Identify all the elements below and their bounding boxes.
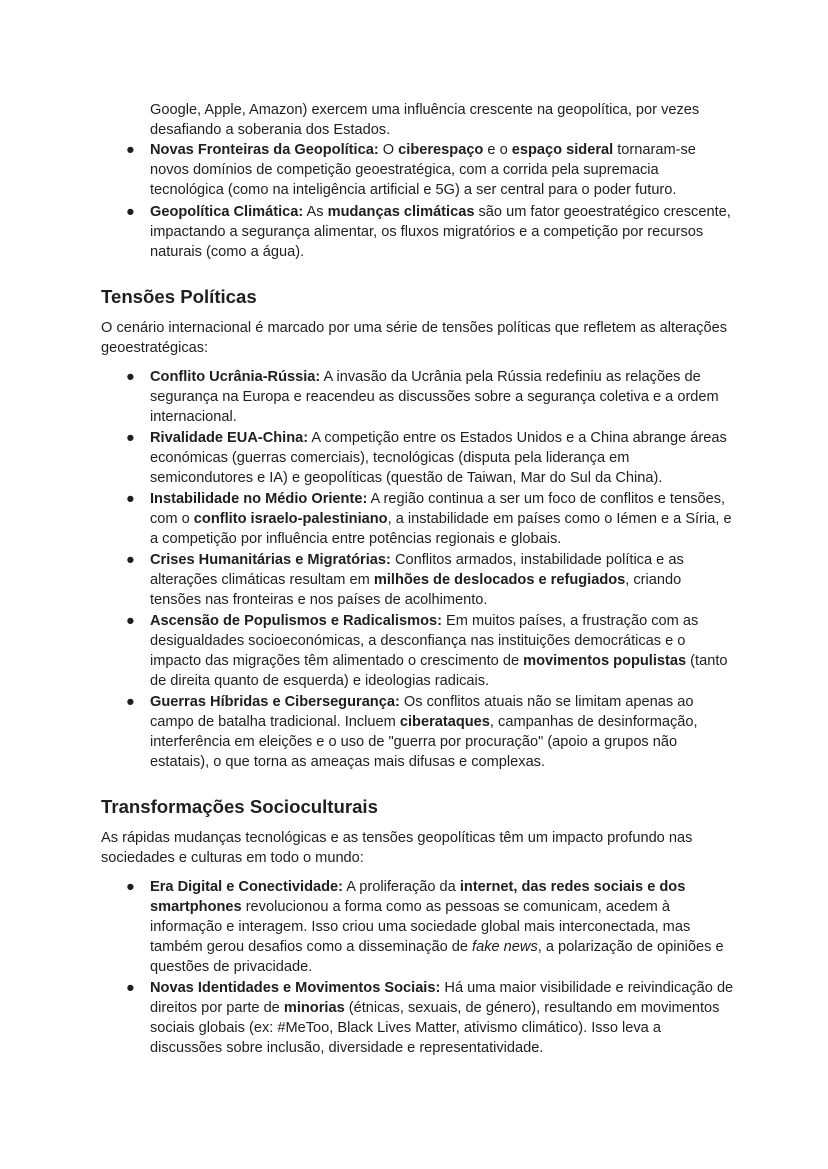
list-item xyxy=(126,877,736,977)
list-item-text: Google, Apple, Amazon) exercem uma influência crescente na geopolítica, por vezes desafiando a soberania dos Estados. xyxy=(150,102,700,138)
list-item-text: Novas Fronteiras da Geopolítica: O ciberespaço e o espaço sideral tornaram-se novos domínios de competição geoestratégica, com a corrida pela supremacia tecnológica (como na inteligência artificial e 5G) a ser central para o poder futuro. xyxy=(150,142,696,198)
list-item xyxy=(126,489,736,549)
bullet-icon: ● xyxy=(126,879,135,895)
bullet-icon: ● xyxy=(126,430,135,446)
list-item-text: Instabilidade no Médio Oriente: A região continua a ser um foco de conflitos e tensões, com o conflito israelo-palestiniano, a instabilidade em países como o Iémen e a Síria, e a competição por influência entre potências regionais e globais. xyxy=(150,491,732,547)
list-item-text: Novas Identidades e Movimentos Sociais: Há uma maior visibilidade e reivindicação de direitos por parte de minorias (étnicas, sexuais, de género), resultando em movimentos sociais globais (ex: #MeToo, Black Lives Matter, ativismo climático). Isso leva a discussões sobre inclusão, diversidade e representatividade. xyxy=(150,980,734,1056)
list-item-text: Era Digital e Conectividade: A proliferação da internet, das redes sociais e dos smartphones revolucionou a forma como as pessoas se comunicam, acedem à informação e interagem. Isso criou uma sociedade global mais interconectada, mas também gerou desafios como a disseminação de fake news, a polarização de opiniões e questões de privacidade. xyxy=(150,879,724,975)
list-item-text: Guerras Híbridas e Cibersegurança: Os conflitos atuais não se limitam apenas ao campo de batalha tradicional. Incluem ciberataques, campanhas de desinformação, interferência em eleições e o uso de "guerra por procuração" (apoio a grupos não estatais), o que torna as ameaças mais difusas e complexas. xyxy=(150,694,698,770)
list-item-text: Ascensão de Populismos e Radicalismos: Em muitos países, a frustração com as desigualdades socioeconómicas, a desconfiança nas instituições democráticas e o impacto das migrações têm alimentado o crescimento de movimentos populistas (tanto de direita quanto de esquerda) e ideologias radicais. xyxy=(150,613,728,689)
list-item xyxy=(126,978,736,1058)
section-heading: Tensões Políticas xyxy=(101,286,257,307)
list-item xyxy=(126,140,736,200)
list-item xyxy=(126,611,736,691)
bullet-icon: ● xyxy=(126,694,135,710)
bullet-icon: ● xyxy=(126,204,135,220)
list-item-continuation xyxy=(126,100,736,140)
bullet-icon: ● xyxy=(126,369,135,385)
list-item-text: Crises Humanitárias e Migratórias: Conflitos armados, instabilidade política e as alterações climáticas resultam em milhões de deslocados e refugiados, criando tensões nas fronteiras e nos países de acolhimento. xyxy=(150,552,684,608)
list-item-text: Conflito Ucrânia-Rússia: A invasão da Ucrânia pela Rússia redefiniu as relações de segurança na Europa e reacendeu as discussões sobre a segurança coletiva e a ordem internacional. xyxy=(150,369,719,425)
list-item-text: Geopolítica Climática: As mudanças climáticas são um fator geoestratégico crescente, impactando a segurança alimentar, os fluxos migratórios e a competição por recursos naturais (como a água). xyxy=(150,204,731,260)
section-intro: As rápidas mudanças tecnológicas e as tensões geopolíticas têm um impacto profundo nas sociedades e culturas em todo o mundo: xyxy=(101,830,693,866)
bullet-icon: ● xyxy=(126,613,135,629)
section-heading: Transformações Socioculturais xyxy=(101,796,378,817)
list-item xyxy=(126,367,736,427)
bullet-icon: ● xyxy=(126,980,135,996)
list-item-text: Rivalidade EUA-China: A competição entre os Estados Unidos e a China abrange áreas económicas (guerras comerciais), tecnológicas (disputa pela liderança em semicondutores e IA) e geopolíticas (questão de Taiwan, Mar do Sul da China). xyxy=(150,430,727,486)
bullet-icon: ● xyxy=(126,142,135,158)
list-item xyxy=(126,202,736,262)
section-intro: O cenário internacional é marcado por uma série de tensões políticas que refletem as alterações geoestratégicas: xyxy=(101,320,727,356)
list-item xyxy=(126,550,736,610)
list-item xyxy=(126,428,736,488)
bullet-icon: ● xyxy=(126,552,135,568)
list-item xyxy=(126,692,736,772)
bullet-icon: ● xyxy=(126,491,135,507)
